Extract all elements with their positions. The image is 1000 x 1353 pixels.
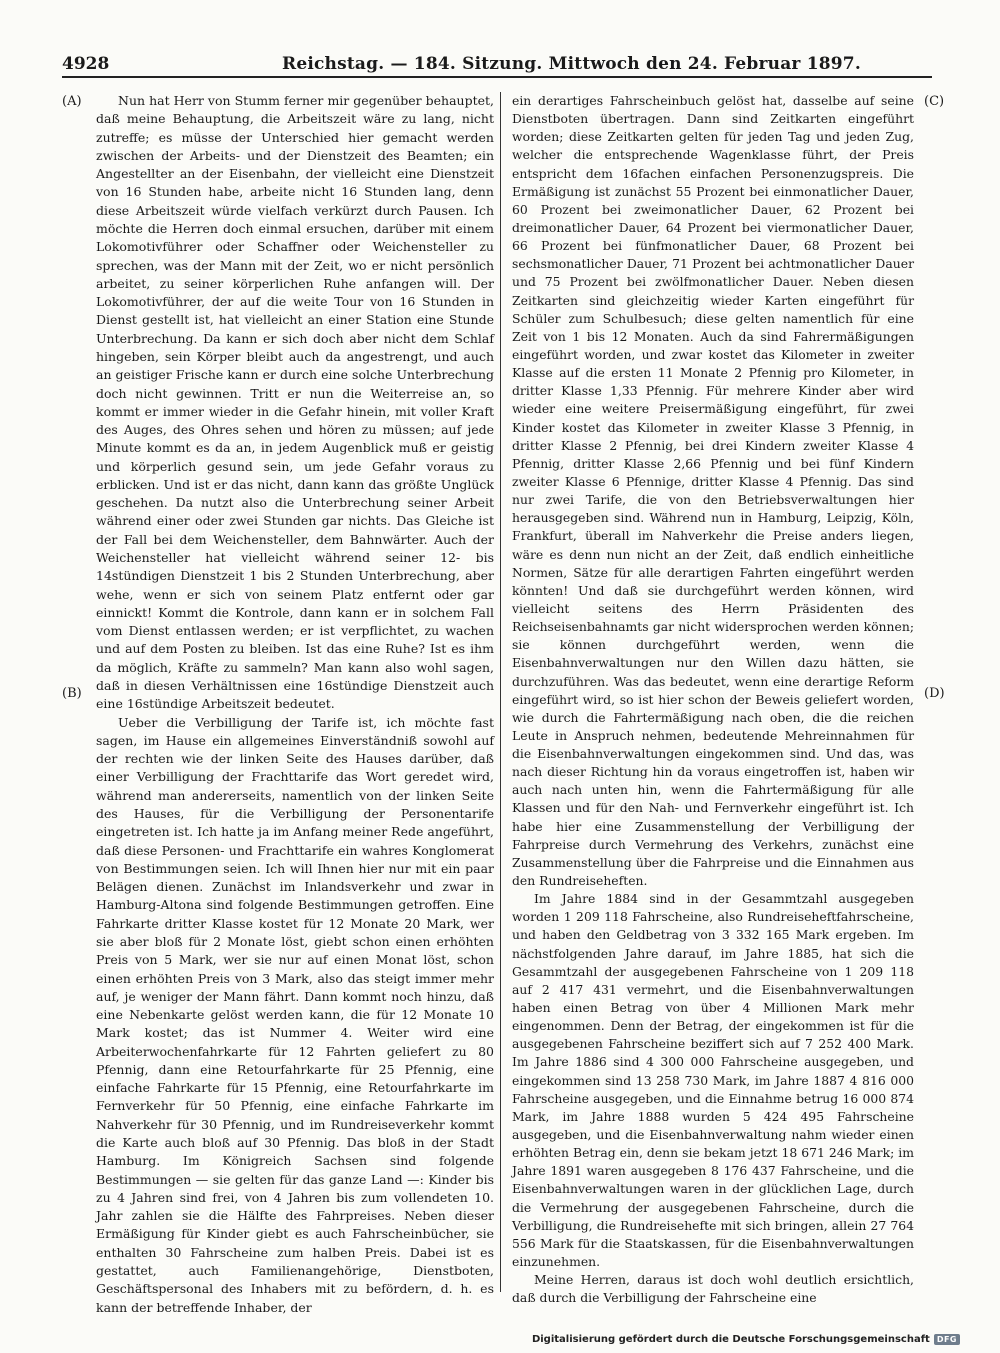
paragraph: Nun hat Herr von Stumm ferner mir gegenüber behauptet, daß meine Behauptung, die Arbeitszeit wäre zu lang, nicht zutreffe; es müsse der Unterschied hier gemacht werden zwischen der Arbeits- und der Dienstzeit des Beamten; ein Angestellter an der Eisenbahn, der vielleicht eine Dienstzeit von 16 Stunden habe, arbeite nicht 16 Stunden lang, denn diese Arbeitszeit würde vielfach verkürzt durch Pausen. Ich möchte die Herren doch einmal ersuchen, darüber mit einem Lokomotivführer oder Schaffner oder Weichensteller zu sprechen, was der Mann mit der Zeit, wo er nicht persönlich arbeitet, zu seiner körperlichen Ruhe anfangen will. Der Lokomotivführer, der auf die weite Tour von 16 Stunden in Dienst gestellt ist, hat vielleicht an einer Station eine Stunde Unterbrechung. Da kann er sich doch aber nicht dem Schlaf hingeben, sein Körper bleibt auch da angestrengt, und auch an geistiger Frische kann er durch eine solche Unterbrechung doch nicht gewinnen. Tritt er nun die Weiterreise an, so kommt er immer wieder in die Gefahr hinein, mit voller Kraft des Auges, des Ohres sehen und hören zu müssen; auf jede Minute kommt es da an, in jedem Augenblick muß er geistig und körperlich gesund sein, um jede Gefahr voraus zu erblicken. Und ist er das nicht, dann kann das größte Unglück geschehen. Da nutzt also die Unterbrechung seiner Arbeit während einer oder zwei Stunden gar nichts. Das Gleiche ist der Fall bei dem Weichensteller, dem Bahnwärter. Auch der Weichensteller hat vielleicht während seiner 12- bis 14stündigen Dienstzeit 1 bis 2 Stunden Unterbrechung, aber wehe, wenn er sich von seinem Platz entfernt oder gar einnickt! Kommt die Kontrole, dann kann er in solchem Fall vom Dienst entlassen werden; er ist verpflichtet, zu wachen und auf dem Posten zu bleiben. Ist das eine Ruhe? Ist es ihm da möglich, Kräfte zu sammeln? Man kann also wohl sagen, daß in diesen Verhältnissen eine 16stündige Dienstzeit auch eine 16stündige Arbeitszeit bedeutet.: [96, 93, 494, 712]
paragraph: ein derartiges Fahrscheinbuch gelöst hat, dasselbe auf seine Dienstboten übertragen. Dann sind Zeitkarten eingeführt worden; diese Zeitkarten gelten für jeden Tag und jeden Zug, welcher die entsprechende Wagenklasse führt, der Preis entspricht dem 16fachen einfachen Personenzugspreis. Die Ermäßigung ist zunächst 55 Prozent bei einmonatlicher Dauer, 60 Prozent bei zweimonatlicher Dauer, 62 Prozent bei dreimonatlicher Dauer, 64 Prozent bei viermonatlicher Dauer, 66 Prozent bei fünfmonatlicher Dauer, 68 Prozent bei sechsmonatlicher Dauer, 71 Prozent bei achtmonatlicher Dauer und 75 Prozent bei zwölfmonatlicher Dauer. Neben diesen Zeitkarten sind gleichzeitig wieder Karten eingeführt für Schüler zum Schulbesuch; diese gelten namentlich für eine Zeit von 1 bis 12 Monaten. Auch da sind Fahrermäßigungen eingeführt worden, und zwar kostet das Kilometer in zweiter Klasse auf die ersten 11 Monate 2 Pfennig pro Kilometer, in dritter Klasse 1,33 Pfennig. Für mehrere Kinder aber wird wieder eine weitere Preisermäßigung eingeführt, für zwei Kinder kostet das Kilometer in zweiter Klasse 3 Pfennig, in dritter Klasse 2 Pfennig, bei drei Kindern zweiter Klasse 4 Pfennig, dritter Klasse 2,66 Pfennig und bei fünf Kindern zweiter Klasse 6 Pfennige, dritter Klasse 4 Pfennig. Das sind nur zwei Tarife, die von den Betriebsverwaltungen hier herausgegeben sind. Während nun in Hamburg, Leipzig, Köln, Frankfurt, überall im Nahverkehr die Preise anders liegen, wäre es denn nun nicht an der Zeit, daß endlich einheitliche Normen, Sätze für alle derartigen Fahrten eingeführt werden könnten! Und daß sie durchgeführt werden können, wird vielleicht seitens des Herrn Präsidenten des Reichseisenbahnamts gar nicht widersprochen werden können; sie können durchgeführt werden, wenn die Eisenbahnverwaltungen nur den Willen dazu hätten, sie durchzuführen. Was das bedeutet, wenn eine derartige Reform eingeführt wird, so ist hier schon der Beweis geliefert worden, wie durch die Fahrtermäßigung nach oben, die die reichen Leute in Anspruch nehmen, bedeutende Mehreinnahmen für die Eisenbahnverwaltungen eingekommen sind. Und das, was nach dieser Richtung hin da voraus eingetroffen ist, haben wir auch nach unten hin, wenn die Fahrtermäßigung für alle Klassen und für den Nah- und Fernverkehr eingeführt ist. Ich habe hier eine Zusammenstellung der Verbilligung der Fahrpreise durch Vermehrung des Verkehrs, zunächst eine Zusammenstellung über die Fahrpreise und die Einnahmen aus den Rundreiseheften.: [512, 93, 914, 889]
right-column: [512, 92, 914, 1307]
paragraph: Meine Herren, daraus ist doch wohl deutlich ersichtlich, daß durch die Verbilligung der Fahrscheine eine: [512, 1272, 914, 1306]
digitization-credit: [532, 1334, 960, 1345]
paragraph: Ueber die Verbilligung der Tarife ist, ich möchte fast sagen, im Hause ein allgemeines Einverständniß sowohl auf der rechten wie der linken Seite des Hauses darüber, daß einer Verbilligung der Frachttarife das Wort geredet wird, während man andererseits, namentlich von der linken Seite des Hauses, für die Verbilligung der Personentarife eingetreten ist. Ich hatte ja im Anfang meiner Rede angeführt, daß diese Personen- und Frachttarife ein wahres Konglomerat von Bestimmungen seien. Ich will Ihnen hier nur mit ein paar Belägen dienen. Zunächst im Inlandsverkehr und zwar in Hamburg-Altona sind folgende Bestimmungen getroffen. Eine Fahrkarte dritter Klasse kostet für 12 Monate 20 Mark, wer sie aber bloß für 2 Monate löst, giebt schon einen erhöhten Preis von 5 Mark, wer sie nur auf einen Monat löst, schon einen erhöhten Preis von 3 Mark, also das steigt immer mehr auf, je weniger der Mann fährt. Dann kommt noch hinzu, daß eine Nebenkarte gelöst werden kann, die für 12 Monate 10 Mark kostet; das ist Nummer 4. Weiter wird eine Arbeiterwochenfahrkarte für 12 Fahrten geliefert zu 80 Pfennig, dann eine Retourfahrkarte für 25 Pfennig, eine einfache Fahrkarte für 15 Pfennig, eine Retourfahrkarte im Fernverkehr für 50 Pfennig, eine einfache Fahrkarte im Nahverkehr für 30 Pfennig, und im Rundreiseverkehr kommt die Karte auch bloß auf 30 Pfennig. Das bloß in der Stadt Hamburg. Im Königreich Sachsen sind folgende Bestimmungen — sie gelten für das ganze Land —: Kinder bis zu 4 Jahren sind frei, von 4 Jahren bis zum vollendeten 10. Jahr zahlen sie die Hälfte des Fahrpreises. Neben dieser Ermäßigung für Kinder giebt es auch Fahrscheinbücher, sie enthalten 30 Fahrscheine zum halben Preis. Dabei ist es gestattet, auch Familienangehörige, Dienstboten, Geschäftspersonal des Inhabers mit zu befördern, d. h. es kann der betreffende Inhaber, der: [96, 714, 494, 1315]
column-divider: [500, 92, 501, 1292]
running-title: Reichstag. — 184. Sitzung. Mittwoch den 24. Februar 1897.: [282, 54, 861, 74]
paragraph: Im Jahre 1884 sind in der Gesammtzahl ausgegeben worden 1 209 118 Fahrscheine, also Rundreiseheftfahrscheine, und haben den Geldbetrag von 3 332 165 Mark ergeben. Im nächstfolgenden Jahre darauf, im Jahre 1885, hat sich die Gesammtzahl der ausgegebenen Fahrscheine von 1 209 118 auf 2 417 431 vermehrt, und die Eisenbahnverwaltungen haben einen Betrag von über 4 Millionen Mark mehr eingenommen. Denn der Betrag, der eingekommen ist für die ausgegebenen Fahrscheine beziffert sich auf 7 252 400 Mark. Im Jahre 1886 sind 4 300 000 Fahrscheine ausgegeben, und eingekommen sind 13 258 730 Mark, im Jahre 1887 4 816 000 Fahrscheine ausgegeben, und die Einnahme betrug 16 000 874 Mark, im Jahre 1888 wurden 5 424 495 Fahrscheine ausgegeben, und die Eisenbahnverwaltung nahm wieder einen erhöhten Betrag ein, denn sie bekam jetzt 18 671 246 Mark; im Jahre 1891 waren ausgegeben 8 176 437 Fahrscheine, und die Eisenbahnverwaltungen waren in der glücklichen Lage, durch die Vermehrung der ausgegebenen Fahrscheine, durch die Verbilligung, die Rundreisehefte mit sich bringen, allein 27 764 556 Mark für die Staatskassen, für die Eisenbahnverwaltungen einzunehmen.: [512, 891, 914, 1269]
margin-marker-d: (D): [924, 686, 945, 701]
margin-marker-c: (C): [924, 94, 945, 109]
credit-text: Digitalisierung gefördert durch die Deutsche Forschungsgemeinschaft: [531, 1334, 930, 1345]
left-column: [96, 92, 494, 1317]
margin-marker-a: (A): [62, 94, 82, 109]
margin-marker-b: (B): [62, 686, 82, 701]
header-rule: [62, 76, 932, 78]
dfg-logo: DFG: [934, 1334, 960, 1345]
page-header: [62, 50, 942, 76]
page-number: 4928: [62, 54, 110, 74]
